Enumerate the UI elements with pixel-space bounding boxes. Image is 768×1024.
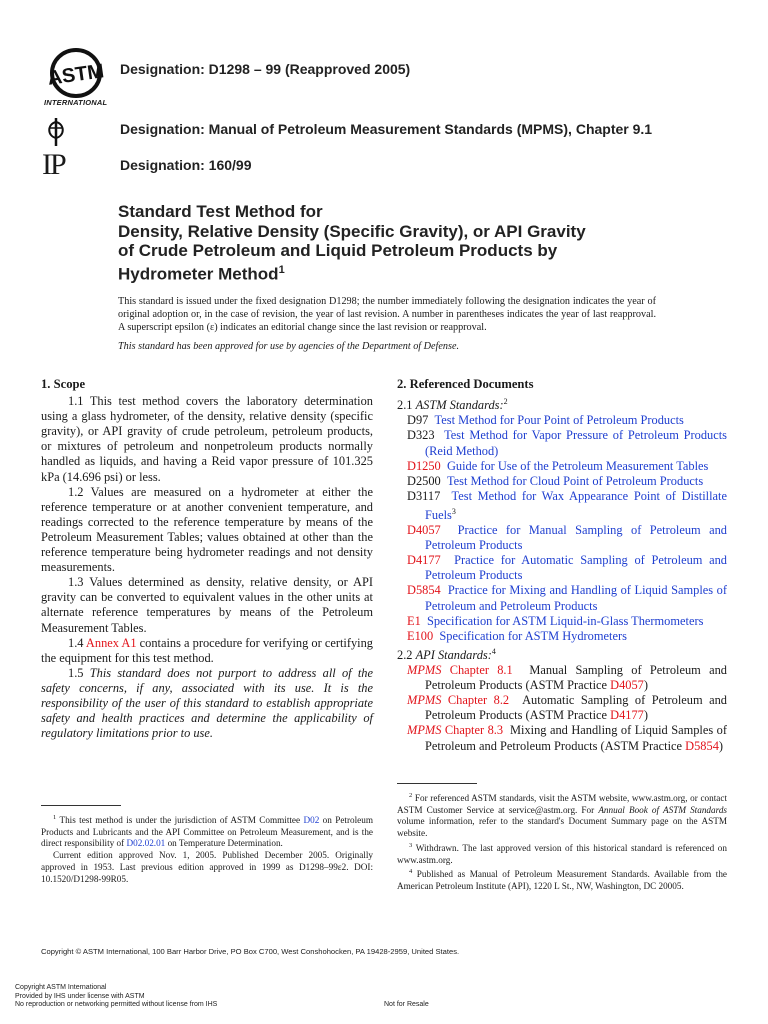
title-line-1: Standard Test Method for xyxy=(118,202,323,221)
annex-a1-link[interactable]: Annex A1 xyxy=(85,635,137,650)
committee-d02-link[interactable]: D02 xyxy=(303,815,320,826)
ref-link[interactable]: Test Method for Wax Appearance Point of Distillate xyxy=(451,488,727,503)
mpms-chapter-link[interactable]: Chapter 8.2 xyxy=(447,693,510,708)
mpms-chapter-link[interactable]: Chapter 8.1 xyxy=(449,663,513,678)
designation-mpms: Designation: Manual of Petroleum Measurement Standards (MPMS), Chapter 9.1 xyxy=(120,121,653,137)
mpms-chapter-link[interactable]: Chapter 8.3 xyxy=(444,723,504,738)
ref-item: D5854 Practice for Mixing and Handling of Liquid Samples of Petroleum and Petroleum Products xyxy=(407,583,727,613)
refs-heading: 2. Referenced Documents xyxy=(397,377,534,391)
api-item: MPMS Chapter 8.2 Automatic Sampling of Petroleum and Petroleum Products (ASTM Practice D4177) xyxy=(407,693,727,723)
scope-1-3: 1.3 Values determined as density, relative density, or API gravity can be converted to equivalent values in the other units at alternate reference temperatures by means of the Petroleum Measurement Tables. xyxy=(41,575,373,635)
subcommittee-link[interactable]: D02.02.01 xyxy=(126,838,166,849)
scope-1-5: 1.5 This standard does not purport to address all of the safety concerns, if any, associated with its use. It is the responsibility of the user of this standard to establish appropriate safety and health practices and determine the applicability of regulatory limitations prior to use. xyxy=(41,665,373,741)
ref-item: E1 Specification for ASTM Liquid-in-Glass Thermometers xyxy=(407,613,704,628)
designation-ip: Designation: 160/99 xyxy=(120,157,252,173)
license-line-1: Copyright ASTM International xyxy=(15,984,107,991)
intro-block xyxy=(118,296,656,354)
ref-link[interactable]: Guide for Use of the Petroleum Measurement Tables xyxy=(446,458,709,473)
license-line-3: No reproduction or networking permitted without license from IHS xyxy=(15,1001,218,1009)
api-item: MPMS Chapter 8.3 Mixing and Handling of Liquid Samples of Petroleum and Petroleum Products (ASTM Practice D5854) xyxy=(407,723,727,753)
ref-item: D2500 Test Method for Cloud Point of Petroleum Products xyxy=(407,473,704,488)
ref-item: D97 Test Method for Pour Point of Petroleum Products xyxy=(407,413,684,428)
api-standards-label: 2.2 API Standards:$^4$ xyxy=(397,646,496,662)
ref-item: D1250 Guide for Use of the Petroleum Measurement Tables xyxy=(407,458,709,473)
ref-link[interactable]: Practice for Mixing and Handling of Liquid Samples of Petroleum and Petroleum Products xyxy=(425,583,727,613)
copyright-line: Copyright © ASTM International, 100 Barr Harbor Drive, PO Box C700, West Conshohocken, PA 19428-2959, United States. xyxy=(41,947,460,956)
footnotes-left xyxy=(41,812,373,885)
ref-link[interactable]: Test Method for Pour Point of Petroleum Products xyxy=(434,413,684,428)
ref-item: D4177 Practice for Automatic Sampling of Petroleum and Petroleum Products xyxy=(407,553,727,583)
title-line-3: of Crude Petroleum and Liquid Petroleum Products by xyxy=(118,241,558,260)
footnote-1: $^1$ This test method is under the jurisdiction of ASTM Committee D02 on Petroleum Products and Lubricants and the API Committee on Petroleum Measurement, and is the direct responsibility of D02.02.01 on Temperature Determination. xyxy=(41,814,373,849)
astm-logo-subtitle: INTERNATIONAL xyxy=(44,98,108,107)
not-for-resale: Not for Resale xyxy=(384,1001,429,1008)
ref-item: D323 Test Method for Vapor Pressure of Petroleum Products (Reid Method) xyxy=(407,428,727,458)
referenced-documents-section xyxy=(397,377,727,754)
astm-standards-label: 2.1 ASTM Standards:$^2$ xyxy=(397,397,508,413)
api-ref-link[interactable]: D5854 xyxy=(685,738,719,753)
api-ref-link[interactable]: D4177 xyxy=(610,708,644,723)
scope-heading: 1. Scope xyxy=(41,377,86,391)
footnote-4: $^4$ Published as Manual of Petroleum Measurement Standards. Available from the American Petroleum Institute (API), 1220 L St., NW, Washington, DC 20005. xyxy=(397,868,727,892)
ref-link[interactable]: Specification for ASTM Hydrometers xyxy=(439,628,627,643)
designation-astm: Designation: D1298 – 99 (Reapproved 2005) xyxy=(120,61,411,77)
scope-1-1: 1.1 This test method covers the laboratory determination using a glass hydrometer, of the density, relative density (specific gravity), or API gravity of crude petroleum, petroleum products, or mixtures of petroleum and nonpetroleum products normally handled as liquids, and having a Reid vapor pressure of 101.325 kPa (14.696 psi) or less. xyxy=(41,394,373,484)
document-title xyxy=(118,202,638,284)
ip-logo: IP xyxy=(42,148,65,181)
footnote-2: $^2$ For referenced ASTM standards, visit the ASTM website, www.astm.org, or contact ASTM Customer Service at service@astm.org. For Annual Book of ASTM Standards volume information, refer to the standard's Document Summary page on the ASTM website. xyxy=(397,792,728,839)
ref-item: D4057 Practice for Manual Sampling of Petroleum and Petroleum Products xyxy=(407,523,727,553)
scope-1-2: 1.2 Values are measured on a hydrometer at either the reference temperature or at another convenient temperature, and readings corrected to the reference temperature by means of the Petroleum Measurement Tables; values obtained at other than the reference temperature being hydrometer readings and not density measurements. xyxy=(41,484,373,575)
title-line-4: Hydrometer Method$^1$ xyxy=(118,263,285,284)
footnote-3: $^3$ Withdrawn. The last approved version of this historical standard is referenced on www.astm.org. xyxy=(397,841,727,865)
scope-1-4: 1.4 Annex A1 contains a procedure for verifying or certifying the equipment for this test method. xyxy=(41,635,373,665)
intro-dod-note: This standard has been approved for use by agencies of the Department of Defense. xyxy=(118,341,460,353)
scope-section xyxy=(41,377,373,741)
license-block xyxy=(15,984,217,1010)
ref-link[interactable]: Practice for Manual Sampling of Petroleum and Petroleum Products xyxy=(425,523,727,553)
api-logo-icon xyxy=(44,116,68,148)
svg-text:ASTM: ASTM xyxy=(46,60,106,90)
footnotes-right xyxy=(397,790,727,893)
api-ref-link[interactable]: D4057 xyxy=(610,678,644,693)
title-line-2: Density, Relative Density (Specific Gravity), or API Gravity xyxy=(118,221,586,241)
ref-item: D3117 Test Method for Wax Appearance Point of Distillate Fuels$^3$ xyxy=(407,488,727,522)
ref-item: E100 Specification for ASTM Hydrometers xyxy=(407,628,627,643)
api-logo xyxy=(44,116,68,148)
footnote-rule-left xyxy=(41,805,121,806)
ref-link[interactable]: Test Method for Vapor Pressure of Petroleum Products (Reid Method) xyxy=(425,428,727,458)
ref-link[interactable]: Practice for Automatic Sampling of Petroleum and Petroleum Products xyxy=(425,553,727,583)
api-item: MPMS Chapter 8.1 Manual Sampling of Petroleum and Petroleum Products (ASTM Practice D4057) xyxy=(407,663,727,693)
license-line-2: Provided by IHS under license with ASTM xyxy=(15,992,145,1000)
ref-link[interactable]: Test Method for Cloud Point of Petroleum Products xyxy=(446,473,704,488)
footnote-rule-right xyxy=(397,783,477,784)
ref-link[interactable]: Specification for ASTM Liquid-in-Glass Thermometers xyxy=(426,613,704,628)
intro-paragraph: This standard is issued under the fixed designation D1298; the number immediately following the designation indicates the year of original adoption or, in the case of revision, the year of last revision. A number in parentheses indicates the year of last reapproval. A superscript epsilon (ε) indicates an editorial change since the last revision or reapproval. xyxy=(118,296,656,333)
footnote-1-edition: Current edition approved Nov. 1, 2005. Published December 2005. Originally approved in 1953. Last previous edition approved in 1999 as D1298–99ε2. DOI: 10.1520/D1298-99R05. xyxy=(41,850,373,884)
title-footnote-mark: 1 xyxy=(278,263,285,276)
